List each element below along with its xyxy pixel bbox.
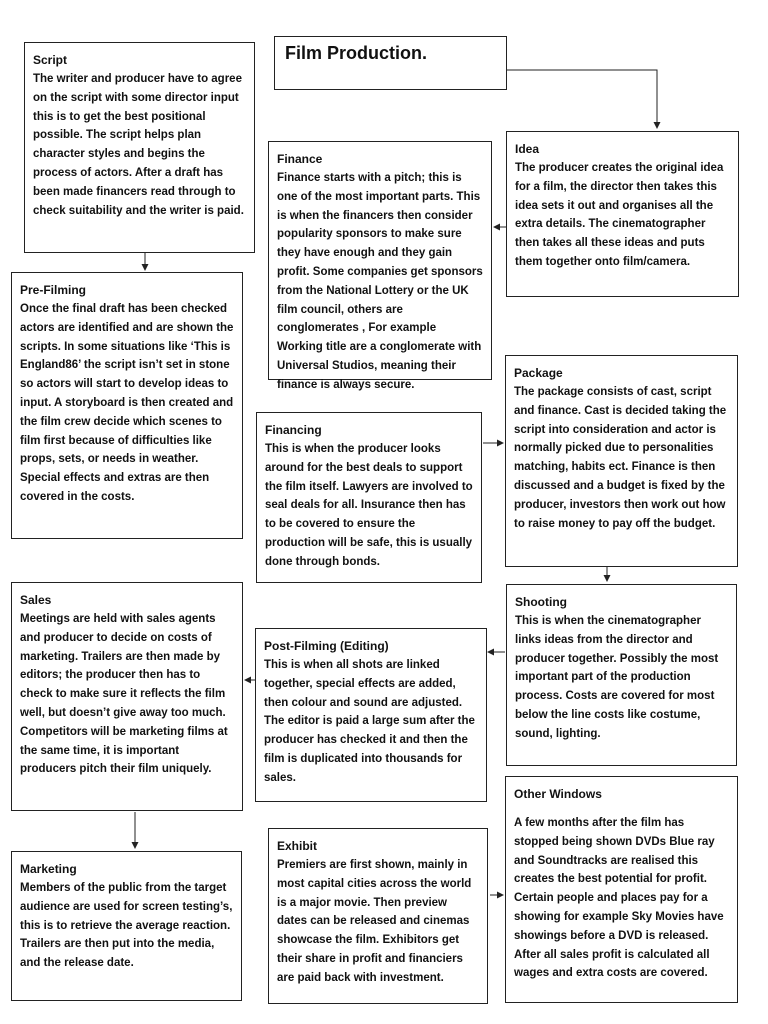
box-idea bbox=[506, 131, 739, 297]
box-heading: Idea bbox=[515, 142, 540, 156]
box-body: Once the final draft has been checked actors are identified and are shown the scripts. In some situations like ‘This is England86’ the script isn’t set in stone so actors will start to develop ideas to input. A storyboard is then created and the film crew decide which scenes to film first because of difficulties like props, sets, or needs in weather. Special effects and extras are then covered in the costs. bbox=[20, 303, 234, 503]
box-heading: Finance bbox=[277, 152, 323, 166]
box-body: Members of the public from the target audience are used for screen testing’s, this is to retrieve the average reaction. Trailers are then put into the media, and the release date. bbox=[20, 882, 233, 970]
box-heading: Other Windows bbox=[514, 787, 602, 801]
box-body: This is when all shots are linked together, special effects are added, then colour and sound are adjusted. The editor is paid a large sum after the producer has checked it and then the film is duplicated into thousands for sales. bbox=[264, 659, 475, 784]
box-shooting bbox=[506, 584, 737, 766]
box-heading: Script bbox=[33, 53, 68, 67]
box-heading: Exhibit bbox=[277, 839, 318, 853]
box-heading: Financing bbox=[265, 423, 322, 437]
box-financing bbox=[256, 412, 482, 583]
box-body: Meetings are held with sales agents and producer to decide on costs of marketing. Trailers are then made by editors; the producer then has to check to make sure it reflects the film well, but doesn’t give away too much. Competitors will be marketing films at the same time, it is important producers pitch their film uniquely. bbox=[20, 613, 228, 776]
box-body: Premiers are first shown, mainly in most capital cities across the world is a major movie. Then preview dates can be released and cinemas showcase the film. Exhibitors get their share in profit and financiers are paid back with investment. bbox=[277, 859, 472, 984]
box-package bbox=[505, 355, 738, 567]
box-heading: Package bbox=[514, 366, 563, 380]
arrow-title-to-idea bbox=[507, 70, 657, 128]
box-body: The writer and producer have to agree on the script with some director input this is to get the best positional possible. The script helps plan character styles and begins the process of actors. After a draft has been made financers read through to check suitability and the writer is paid. bbox=[33, 73, 244, 217]
box-body: Finance starts with a pitch; this is one of the most important parts. This is when the financers then consider popularity sponsors to make sure they have enough and they gain profit. Some companies get sponsors from the National Lottery or the UK film council, others are conglomerates , For example Working title are a conglomerate with Universal Studios, meaning their finance is always secure. bbox=[277, 172, 483, 391]
box-body: The producer creates the original idea for a film, the director then takes this idea sets it out and organises all the extra details. The cinematographer then takes all these ideas and puts them together onto film/camera. bbox=[515, 162, 724, 268]
diagram-title: Film Production. bbox=[274, 36, 507, 90]
box-post-filming bbox=[255, 628, 487, 802]
box-finance bbox=[268, 141, 492, 391]
box-heading: Sales bbox=[20, 593, 52, 607]
box-body: This is when the cinematographer links ideas from the director and producer together. Possibly the most important part of the production process. Costs are covered for most below the line costs like costume, sound, lighting. bbox=[515, 615, 719, 740]
box-body: The package consists of cast, script and finance. Cast is decided taking the script into consideration and actor is normally picked due to personalities matching, habits ect. Finance is then discussed and a budget is fixed by the producer, investors then work out how to raise money to pay off the budget. bbox=[514, 386, 727, 530]
box-body: A few months after the film has stopped being shown DVDs Blue ray and Soundtracks are realised this creates the best potential for profit. Certain people and places pay for a showing for example Sky Movies have showings before a DVD is released. After all sales profit is calculated all wages and extra costs are covered. bbox=[514, 817, 724, 980]
box-heading: Marketing bbox=[20, 862, 77, 876]
box-heading: Shooting bbox=[515, 595, 567, 609]
box-heading: Pre-Filming bbox=[20, 283, 87, 297]
box-marketing bbox=[11, 851, 242, 1001]
box-script bbox=[24, 42, 255, 253]
box-heading: Post-Filming (Editing) bbox=[264, 639, 389, 653]
box-body: This is when the producer looks around for the best deals to support the film itself. Lawyers are involved to seal deals for all. Insurance then has to be covered to ensure the production will be safe, this is usually done through bonds. bbox=[265, 443, 473, 568]
box-pre-filming bbox=[11, 272, 243, 539]
box-exhibit bbox=[268, 828, 488, 1004]
box-sales bbox=[11, 582, 243, 811]
box-other-windows bbox=[505, 776, 738, 1003]
